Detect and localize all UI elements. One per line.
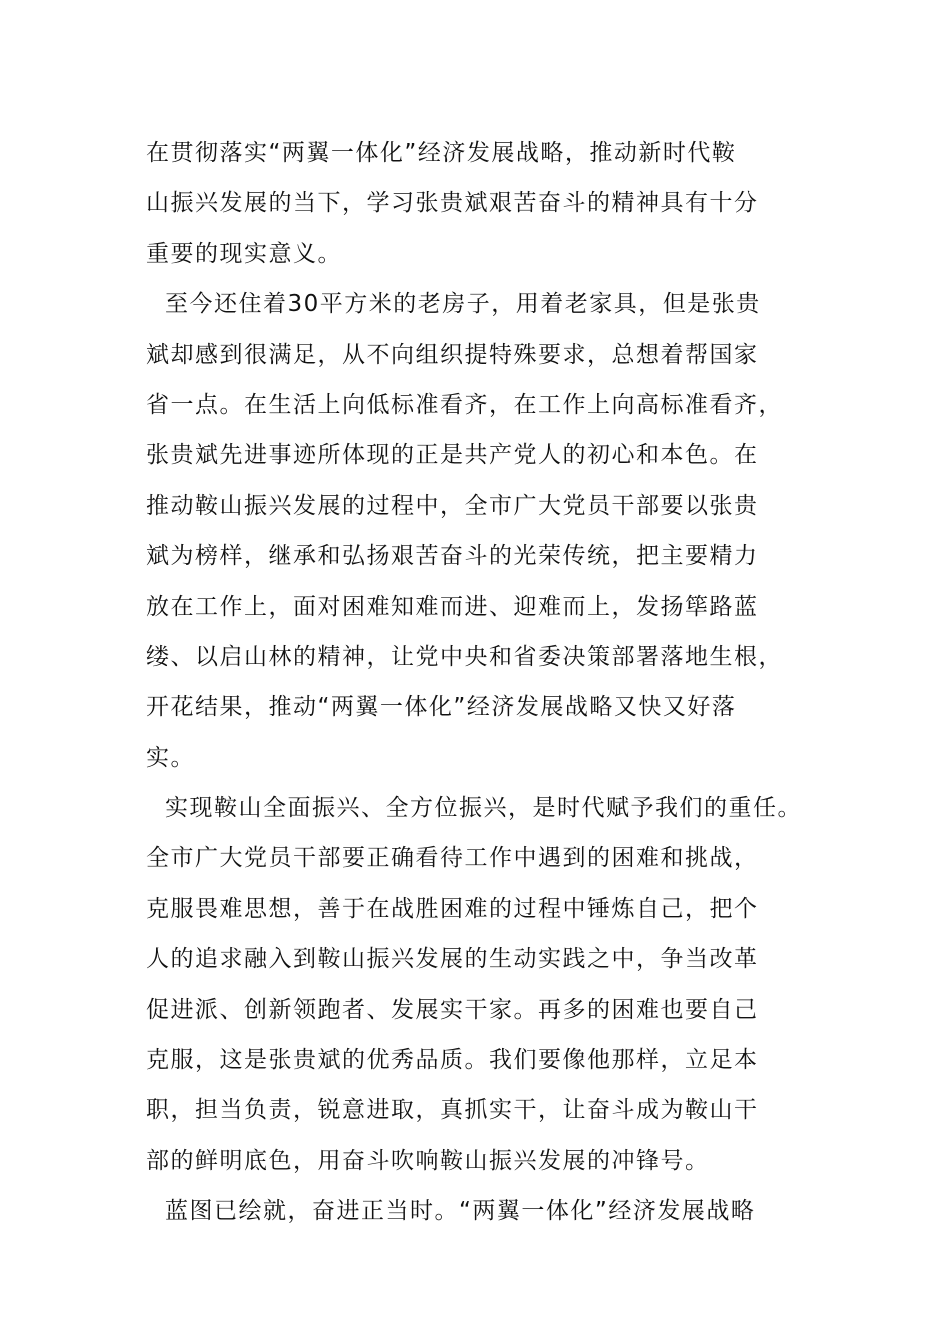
text-line: 省一点。在生活上向低标准看齐，在工作上向高标准看齐，: [146, 391, 783, 418]
text-line: 开花结果，推动“两翼一体化”经济发展战略又快又好落: [146, 694, 737, 721]
text-line: 至今还住着30平方米的老房子，用着老家具，但是张贵: [165, 291, 761, 318]
text-line: 人的追求融入到鞍山振兴发展的生动实践之中，争当改革: [146, 946, 759, 973]
text-line: 张贵斌先进事迹所体现的正是共产党人的初心和本色。在: [146, 442, 759, 469]
text-line: 克服，这是张贵斌的优秀品质。我们要像他那样，立足本: [146, 1047, 759, 1074]
text-line: 斌却感到很满足，从不向组织提特殊要求，总想着帮国家: [146, 341, 759, 368]
text-line: 重要的现实意义。: [146, 240, 342, 267]
text-line: 克服畏难思想，善于在战胜困难的过程中锤炼自己，把个: [146, 895, 759, 922]
text-line: 斌为榜样，继承和弘扬艰苦奋斗的光荣传统，把主要精力: [146, 543, 759, 570]
paragraph: [146, 1186, 866, 1236]
text-line: 促进派、创新领跑者、发展实干家。再多的困难也要自己: [146, 996, 759, 1023]
text-line: 全市广大党员干部要正确看待工作中遇到的困难和挑战，: [146, 845, 759, 872]
document-body: [146, 128, 866, 1237]
paragraph: [146, 783, 866, 1186]
text-line: 在贯彻落实“两翼一体化”经济发展战略，推动新时代鞍: [146, 140, 737, 166]
text-line: 部的鲜明底色，用奋斗吹响鞍山振兴发展的冲锋号。: [146, 1147, 710, 1174]
text-line: 缕、以启山林的精神，让党中央和省委决策部署落地生根，: [146, 643, 783, 670]
text-line: 蓝图已绘就，奋进正当时。“两翼一体化”经济发展战略: [165, 1198, 756, 1225]
text-line: 实现鞍山全面振兴、全方位振兴，是时代赋予我们的重任。: [165, 795, 802, 822]
text-line: 实。: [146, 744, 195, 771]
paragraph: [146, 128, 866, 279]
text-line: 职，担当负责，锐意进取，真抓实干，让奋斗成为鞍山干: [146, 1097, 759, 1124]
text-line: 推动鞍山振兴发展的过程中，全市广大党员干部要以张贵: [146, 492, 759, 519]
paragraph: [146, 279, 866, 783]
text-line: 山振兴发展的当下，学习张贵斌艰苦奋斗的精神具有十分: [146, 190, 759, 217]
text-line: 放在工作上，面对困难知难而进、迎难而上，发扬筚路蓝: [146, 593, 759, 620]
